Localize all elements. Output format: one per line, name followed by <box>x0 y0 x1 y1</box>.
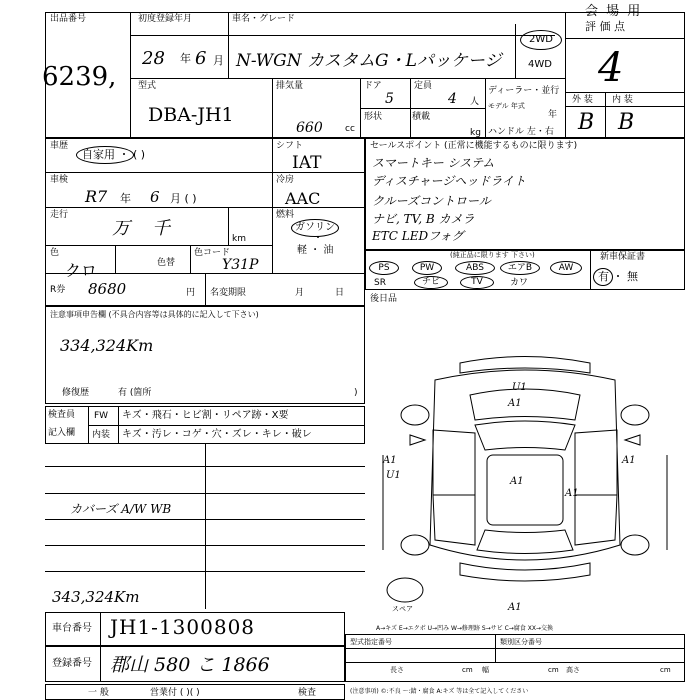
color-swap-label: 色替 <box>157 258 176 268</box>
warranty-label: 新車保証書 <box>600 252 646 262</box>
model-grade-value: N-WGN カスタムG・Lパッケージ <box>236 51 502 71</box>
category-options: 自家用 ・ ( ) <box>82 148 146 161</box>
height-cm: cm <box>660 666 671 674</box>
damage-label-4: A1 <box>510 476 524 487</box>
chip-aw: AW <box>550 261 582 275</box>
color-code-label: 色コード <box>194 248 231 258</box>
repair-value: 有 (箇所 <box>118 388 152 398</box>
inspection-year-unit: 年 <box>120 192 131 205</box>
fw-label: FW <box>94 411 109 421</box>
sales-item-1: スマートキー システム <box>372 156 495 170</box>
score-label: 評 価 点 <box>585 20 625 33</box>
legend-2: (注意事項) ©:不良 〜:錆・腐食 A:キズ 等は全て記入してください <box>350 688 529 695</box>
free-note-1: カバーズ A/W WB <box>70 502 172 516</box>
inspection-value: R7 <box>85 187 108 206</box>
inspector-label-2: 記入欄 <box>48 428 76 438</box>
drive-4wd[interactable]: 4WD <box>528 59 552 70</box>
displacement-label: 排気量 <box>276 81 304 91</box>
drive-2wd[interactable]: 2WD <box>520 30 562 50</box>
color-label: 色 <box>50 248 60 258</box>
interior-value: B <box>618 110 635 135</box>
year-unit: 年 <box>180 52 191 65</box>
interior-check-value: キズ・汚レ・コゲ・穴・ズレ・キレ・破レ <box>122 429 312 440</box>
damage-label-7: A1 <box>622 455 636 466</box>
handle-label: ハンドル 左・右 <box>488 127 554 137</box>
inspection-month-unit: 月 ( ) <box>170 192 197 205</box>
interior-label: 内 装 <box>612 95 633 105</box>
name-change-day: 日 <box>335 288 345 298</box>
shape-label: 形状 <box>364 112 383 122</box>
shift-label: シフト <box>276 141 304 151</box>
load-unit: kg <box>470 128 481 138</box>
inspection-label: 車検 <box>50 175 69 185</box>
fuel-label: 燃料 <box>276 210 295 220</box>
sales-item-3: クルーズコントロール <box>372 194 491 208</box>
registration-value: 郡山 580 こ 1866 <box>110 654 270 676</box>
load-label: 積載 <box>412 112 431 122</box>
score-value: 4 <box>598 45 624 91</box>
venue-label: 会 場 用 <box>585 4 643 19</box>
color-value: クロ <box>65 261 98 280</box>
width-cm: cm <box>548 666 559 674</box>
capacity-label: 定員 <box>414 81 433 91</box>
notes-frame <box>45 306 365 404</box>
chip-ps: PS <box>369 261 399 275</box>
damage-label-6: A1 <box>565 488 579 499</box>
damage-label-5: U1 <box>386 470 401 481</box>
displacement-value: 660 <box>296 120 323 136</box>
recycle-value: 8680 <box>88 280 127 298</box>
notes-value: 334,324Km <box>60 336 154 355</box>
month-unit: 月 <box>213 54 224 67</box>
recycle-unit: 円 <box>186 288 196 298</box>
repair-close: ) <box>354 388 358 398</box>
fuel-dot: ・ <box>313 233 323 244</box>
model-year-unit: 年 <box>548 110 558 120</box>
car-diagram <box>375 345 685 625</box>
exterior-value: B <box>578 110 595 135</box>
dealer-label: ディーラー・並行 <box>488 86 560 96</box>
sales-item-2: ディスチャージヘッドライト <box>372 174 526 188</box>
lot-number: 6239, <box>42 62 117 92</box>
inspection-month: 6 <box>150 188 160 206</box>
after-label: 後日品 <box>370 294 398 304</box>
capacity-value: 4 <box>448 91 457 107</box>
exterior-label: 外 装 <box>572 95 593 105</box>
first-reg-label: 初度登録年月 <box>138 14 193 24</box>
free-note-2: 343,324Km <box>52 588 140 606</box>
chip-sr: SR <box>374 278 386 288</box>
type-label: 型式 <box>138 81 157 91</box>
cooler-value: AAC <box>285 189 321 208</box>
mileage-man: 万 <box>112 218 130 239</box>
mileage-label: 走行 <box>50 210 69 220</box>
damage-label-8: A1 <box>508 602 522 613</box>
cooler-label: 冷房 <box>276 175 295 185</box>
sales-item-4: ナビ, TV, B カメラ <box>372 212 475 226</box>
footer-business: 営業付 ( )( ) <box>150 688 200 698</box>
chassis-value: JH1-1300808 <box>110 615 256 639</box>
model-grade-label: 車名・グレード <box>232 14 296 24</box>
genuine-label: (純正品に限ります 下さい) <box>450 251 535 259</box>
spare-label: スペア <box>392 605 413 613</box>
chip-airbag: エアB <box>500 261 540 275</box>
footer-inspect: 検査 <box>298 688 317 698</box>
fuel-gasoline: ガソリン <box>291 219 339 237</box>
doors-value: 5 <box>385 91 394 107</box>
inspector-label-1: 検査員 <box>48 410 76 420</box>
chip-leather: カワ <box>510 278 529 288</box>
doors-label: ドア <box>364 81 382 91</box>
repair-label: 修復歴 <box>62 388 90 398</box>
damage-label-3: A1 <box>383 455 397 466</box>
chassis-label: 車台番号 <box>52 623 92 634</box>
capacity-unit: 人 <box>470 97 480 107</box>
footer-general: 一 般 <box>88 688 109 698</box>
height-label: 高さ <box>566 666 580 674</box>
sales-item-5: ETC LEDフォグ <box>372 229 464 243</box>
first-reg-month: 6 <box>195 48 207 69</box>
chip-pw: PW <box>412 261 442 275</box>
chip-abs: ABS <box>455 261 495 275</box>
warranty-value: 有 ・ 無 <box>598 270 638 283</box>
mileage-sen: 千 <box>152 218 170 239</box>
interior-check-label: 内装 <box>92 430 111 440</box>
width-label: 幅 <box>482 666 489 674</box>
class-number-label: 類別区分番号 <box>500 638 542 646</box>
fw-value: キズ・飛石・ヒビ割・リペア跡・X要 <box>122 410 289 421</box>
damage-label-1: U1 <box>512 382 527 393</box>
model-year-label: モデル 年式 <box>488 102 525 110</box>
displacement-unit: cc <box>345 124 355 134</box>
color-code-value: Y31P <box>222 257 259 273</box>
chip-tv: TV <box>460 276 494 289</box>
registration-label: 登録番号 <box>52 658 92 669</box>
length-label: 長さ <box>390 666 404 674</box>
damage-label-2: A1 <box>508 398 522 409</box>
mileage-unit: km <box>232 234 246 244</box>
name-change-label: 名変期限 <box>210 288 247 298</box>
type-designation-label: 型式指定番号 <box>350 638 392 646</box>
type-value: DBA-JH1 <box>148 104 234 126</box>
notes-label: 注意事項申告欄 (不具合内容等は具体的に記入して下さい) <box>50 310 259 319</box>
legend: A→キズ E→エクボ U→凹み W→修理跡 S→サビ C→腐食 XX→交換 <box>376 625 553 632</box>
sales-label: セールスポイント (正常に機能するものに限ります) <box>370 141 578 151</box>
shift-value: IAT <box>292 153 322 173</box>
chip-navi: チビ <box>414 276 448 289</box>
length-cm: cm <box>462 666 473 674</box>
category-label: 車歴 <box>50 141 69 151</box>
fuel-light-oil: 軽 ・ 油 <box>297 245 334 256</box>
first-reg-year: 28 <box>142 48 165 69</box>
recycle-label: R券 <box>50 285 66 295</box>
lot-label: 出品番号 <box>50 14 87 24</box>
name-change-month: 月 <box>295 288 305 298</box>
